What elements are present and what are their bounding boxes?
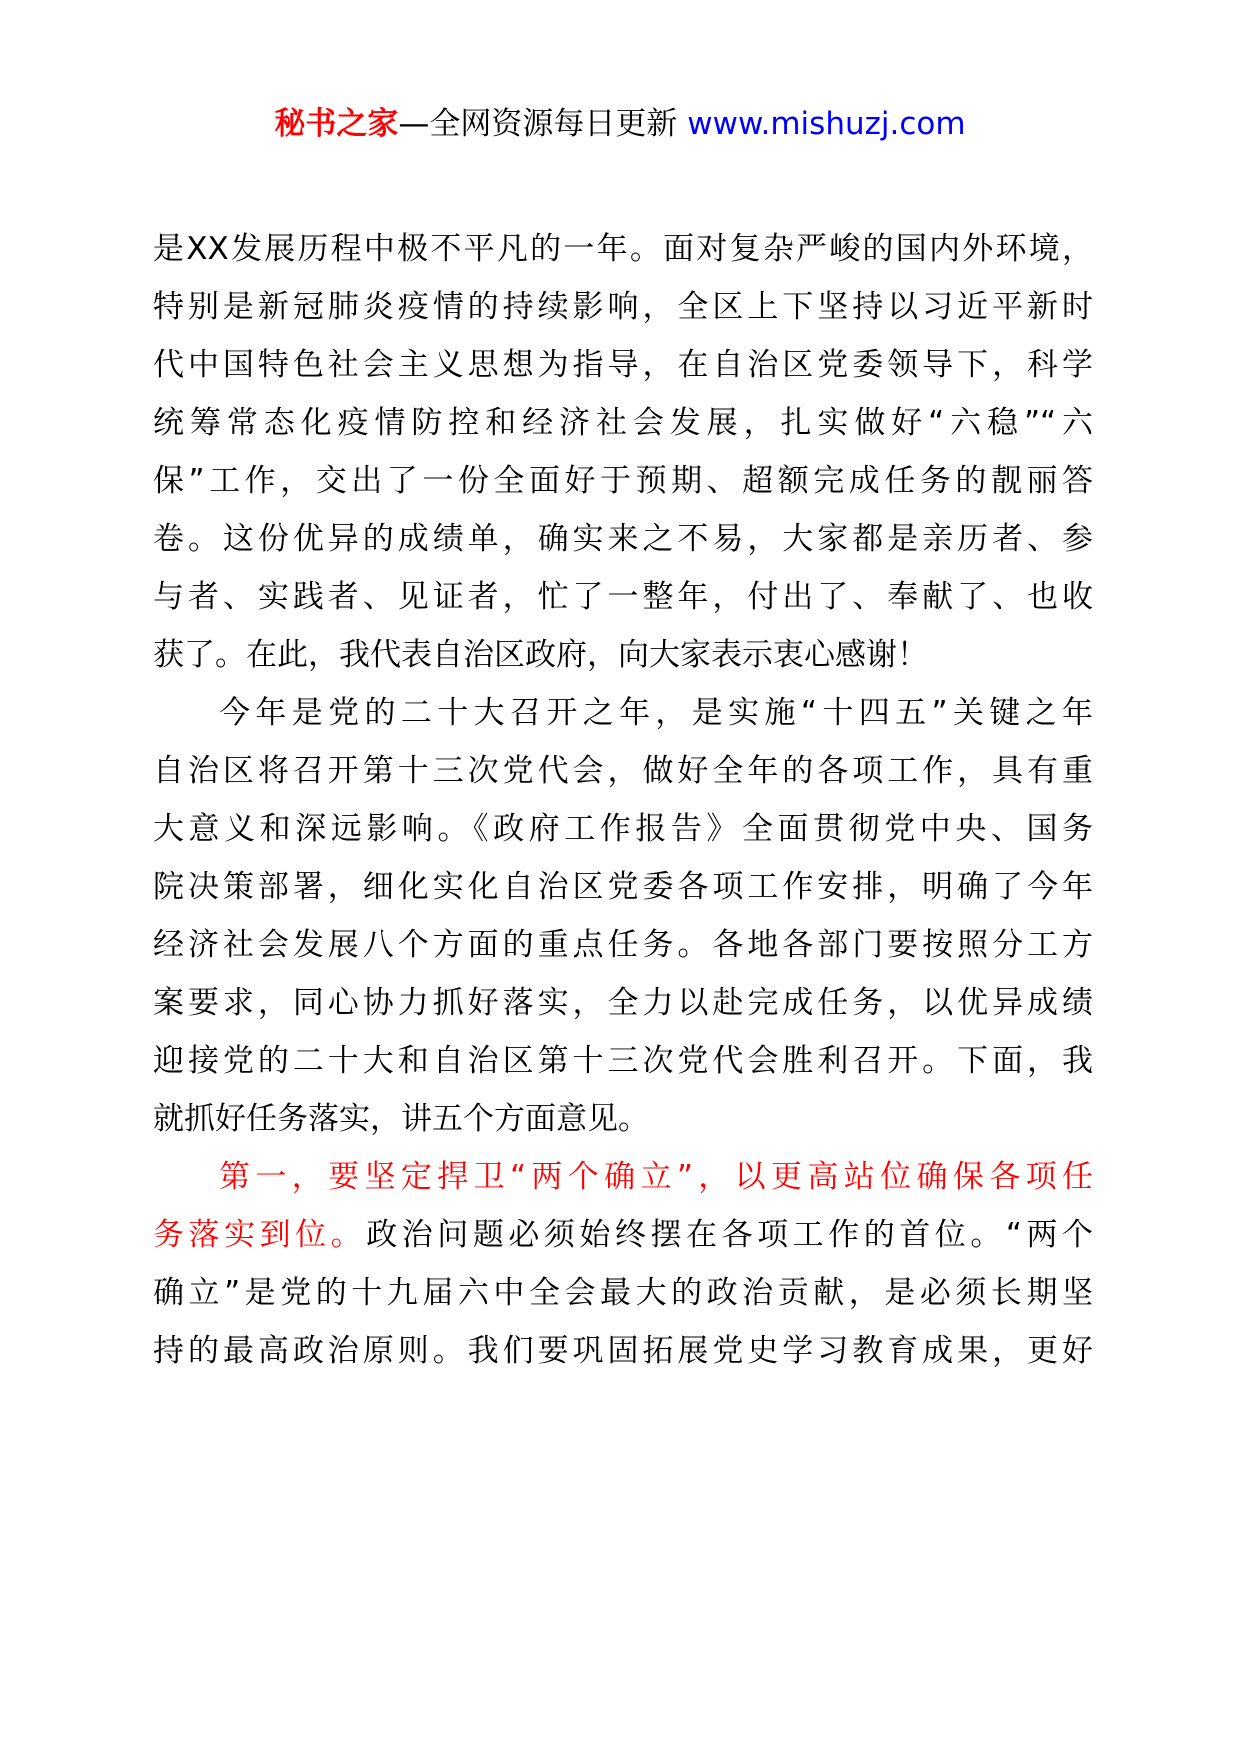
text-line: 特别是新冠肺炎疫情的持续影响，全区上下坚持以习近平新时 (153, 289, 1093, 325)
site-tagline: —全网资源每日更新 (398, 106, 688, 142)
text-line: 获了。在此，我代表自治区政府，向大家表示衷心感谢！ (153, 637, 928, 673)
paragraph-first-line: 今年是党的二十大召开之年，是实施“十四五”关键之年 (219, 695, 1093, 731)
text-line: 保”工作，交出了一份全面好于预期、超额完成任务的靓丽答 (153, 463, 1093, 499)
text-line: 是XX发展历程中极不平凡的一年。面对复杂严峻的国内外环境， (153, 231, 1093, 267)
text-line: 案要求，同心协力抓好落实，全力以赴完成任务，以优异成绩 (153, 985, 1093, 1021)
text-line: 卷。这份优异的成绩单，确实来之不易，大家都是亲历者、参 (153, 521, 1093, 557)
site-url: www.mishuzj.com (687, 106, 966, 142)
watermark-header (0, 104, 1240, 144)
text-line: 代中国特色社会主义思想为指导，在自治区党委领导下，科学 (153, 347, 1093, 383)
text-line: 经济社会发展八个方面的重点任务。各地各部门要按照分工方 (153, 927, 1093, 963)
text-line: 迎接党的二十大和自治区第十三次党代会胜利召开。下面，我 (153, 1043, 1093, 1079)
text-line: 院决策部署，细化实化自治区党委各项工作安排，明确了今年 (153, 869, 1093, 905)
text-line: 就抓好任务落实，讲五个方面意见。 (153, 1101, 649, 1137)
text-line: 统筹常态化疫情防控和经济社会发展，扎实做好“六稳”“六 (153, 405, 1093, 441)
site-brand: 秘书之家 (274, 106, 399, 142)
text-line: 大意义和深远影响。《政府工作报告》全面贯彻党中央、国务 (153, 811, 1093, 847)
text-line: 持的最高政治原则。我们要巩固拓展党史学习教育成果，更好 (153, 1333, 1093, 1369)
text-span: 政治问题必须始终摆在各项工作的首位。“两个 (366, 1217, 1093, 1253)
section-heading: 第一，要坚定捍卫“两个确立”，以更高站位确保各项任 (219, 1159, 1093, 1195)
text-line: 与者、实践者、见证者，忙了一整年，付出了、奉献了、也收 (153, 579, 1093, 615)
text-line: 自治区将召开第十三次党代会，做好全年的各项工作，具有重 (153, 753, 1093, 789)
text-line: 确立”是党的十九届六中全会最大的政治贡献，是必须长期坚 (153, 1275, 1093, 1311)
section-heading-tail: 务落实到位。 (153, 1217, 367, 1253)
text-line (153, 1204, 1093, 1266)
